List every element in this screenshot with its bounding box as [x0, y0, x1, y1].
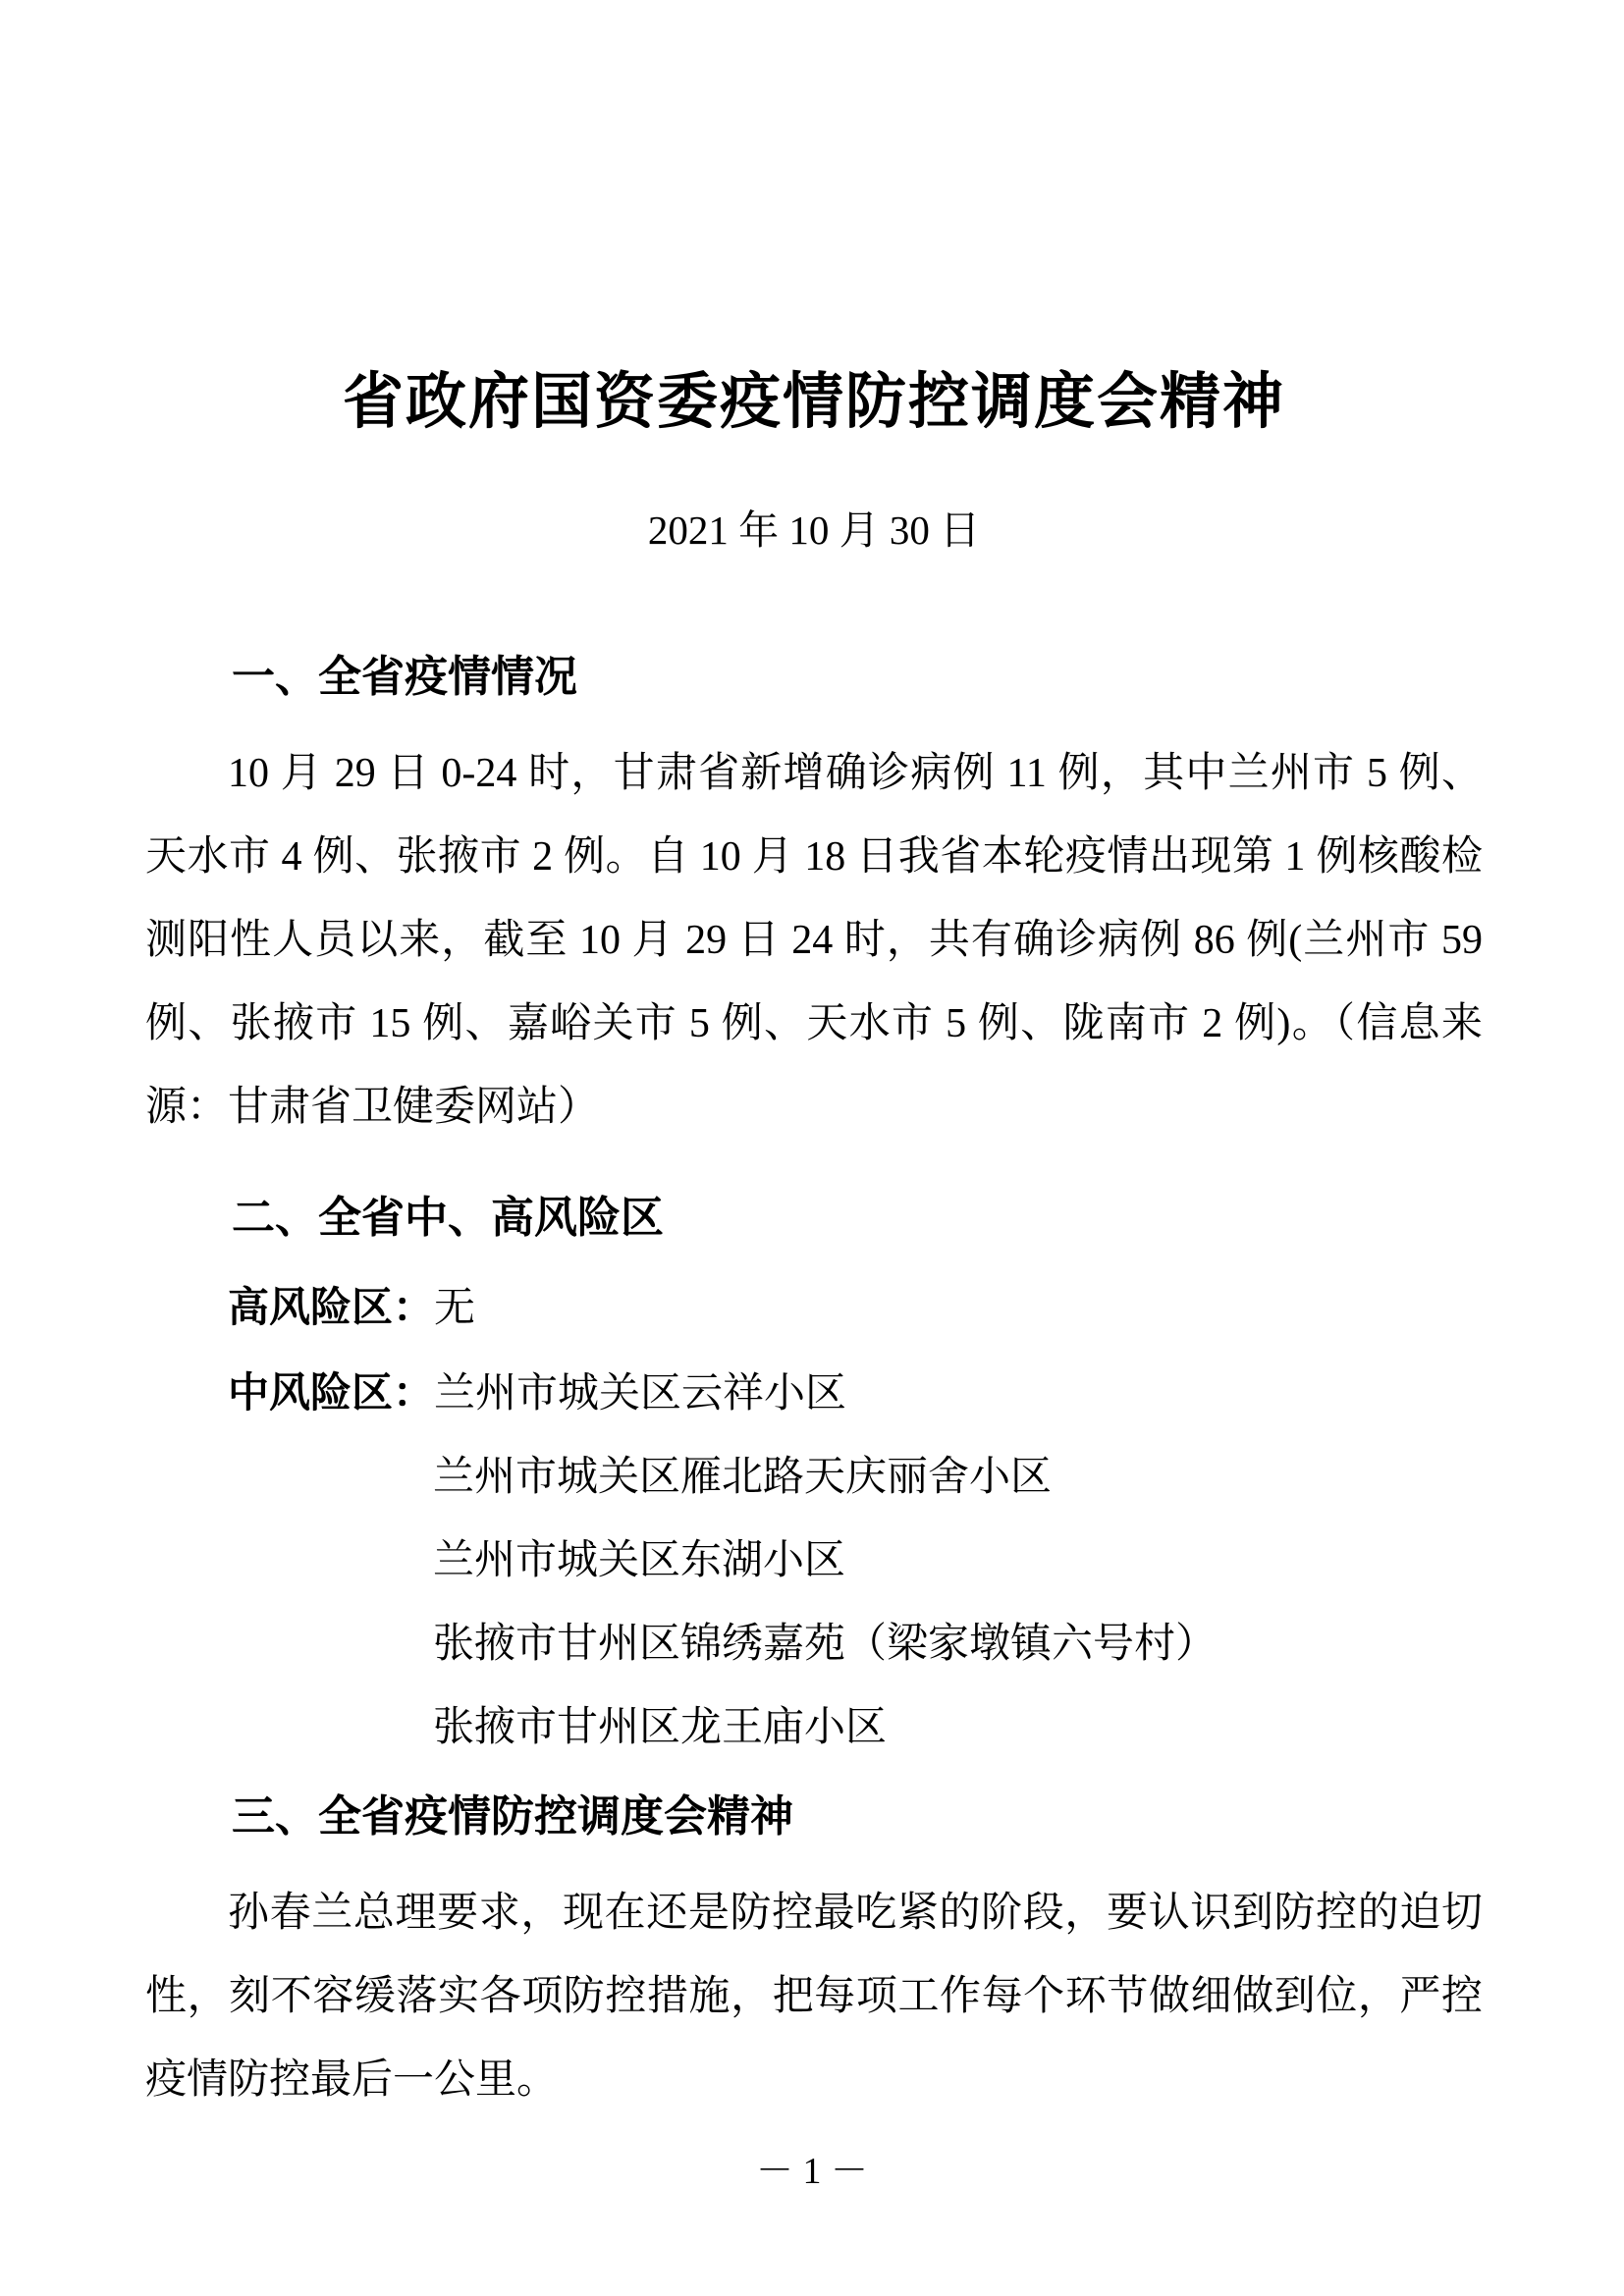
- mid-risk-item: 兰州市城关区云祥小区: [434, 1371, 847, 1416]
- paragraph-dispatch-meeting-spirit: 孙春兰总理要求，现在还是防控最吃紧的阶段，要认识到防控的迫切性，刻不容缓落实各项防控措施，把每项工作每个环节做细做到位，严控疫情防控最后一公里。: [145, 1891, 1483, 2103]
- mid-risk-line: [145, 1351, 1483, 1436]
- mid-risk-label: 中风险区：: [228, 1369, 435, 1415]
- page-title: 省政府国资委疫情防控调度会精神: [342, 369, 1285, 436]
- risk-area-list: [145, 1265, 1483, 1770]
- mid-risk-item: 兰州市城关区东湖小区: [433, 1538, 846, 1583]
- high-risk-value: 无: [434, 1286, 476, 1331]
- mid-risk-item: 张掖市甘州区锦绣嘉苑（梁家墩镇六号村）: [433, 1622, 1218, 1667]
- high-risk-line: [145, 1265, 1483, 1351]
- mid-risk-item: 张掖市甘州区龙王庙小区: [433, 1705, 888, 1750]
- section-heading-dispatch-meeting-spirit: 三、全省疫情防控调度会精神: [232, 1792, 793, 1841]
- paragraph-epidemic-situation: 10 月 29 日 0-24 时，甘肃省新增确诊病例 11 例，其中兰州市 5 例、天水市 4 例、张掖市 2 例。自 10 月 18 日我省本轮疫情出现第 1 例核酸检测阳性人员以来，截至 10 月 29 日 24 时，共有确诊病例 86 例(兰州市 59 例、张掖市 15 例、嘉峪关市 5 例、天水市 5 例、陇南市 2 例)。（信息来源：甘肃省卫健委网站）: [145, 751, 1483, 1130]
- high-risk-label: 高风险区：: [228, 1284, 435, 1330]
- document-date: 2021 年 10 月 30 日: [647, 507, 981, 553]
- page-number: － 1 －: [755, 2151, 868, 2192]
- section-heading-risk-areas: 二、全省中、高风险区: [232, 1194, 664, 1242]
- section-heading-epidemic-situation: 一、全省疫情情况: [232, 653, 577, 701]
- mid-risk-item: 兰州市城关区雁北路天庆丽舍小区: [433, 1455, 1053, 1500]
